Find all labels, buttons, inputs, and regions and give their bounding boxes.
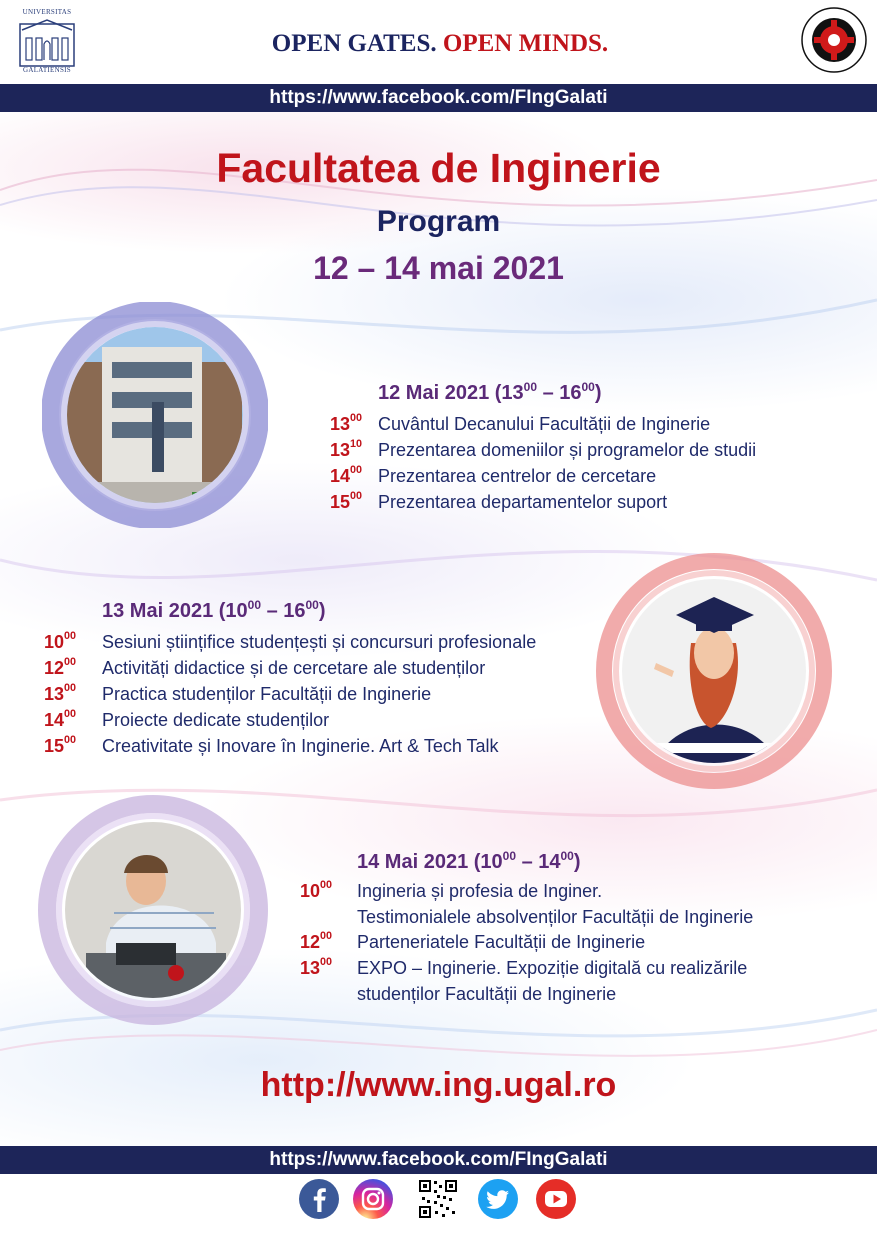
- day-1-heading: 12 Mai 2021 $(13^{00} - 16^{00})$: [378, 379, 602, 404]
- day-2-item-4: Proiecte dedicate studenților: [102, 710, 330, 730]
- facebook-link-bottom[interactable]: https://www.facebook.com/FIngGalati: [0, 1146, 877, 1174]
- day-3-item-1: Ingineria și profesia de Inginer.: [357, 881, 603, 901]
- faculty-logo: [800, 6, 868, 74]
- day-2-item-1: Sesiuni științifice studențești și concursuri profesionale: [102, 632, 537, 652]
- university-logo-top-text: UNIVERSITAS: [22, 8, 72, 16]
- facebook-link-top[interactable]: https://www.facebook.com/FIngGalati: [0, 84, 877, 112]
- day-3-item-3: EXPO – Inginerie. Expoziție digitală cu realizările: [357, 958, 748, 978]
- day-1-time-4: $15^{00}$: [330, 489, 363, 512]
- day-3-item-3-line-2: studenților Facultății de Inginerie: [357, 984, 617, 1004]
- day-2-time-5: $15^{00}$: [44, 733, 77, 756]
- day-1-time-2: $13^{10}$: [330, 437, 363, 460]
- slogan-part-2: OPEN MINDS.: [442, 30, 609, 57]
- day-1-item-1: Cuvântul Decanului Facultății de Inginerie: [378, 414, 711, 434]
- day-2-time-2: $12^{00}$: [44, 655, 77, 678]
- day-1-item-2: Prezentarea domeniilor și programelor de studii: [378, 440, 757, 460]
- day-3-heading: 14 Mai 2021 $(10^{00} - 14^{00})$: [357, 848, 581, 873]
- facebook-icon[interactable]: [298, 1178, 340, 1220]
- website-link[interactable]: http://www.ing.ugal.ro: [260, 1066, 617, 1104]
- day-3-time-2: $12^{00}$: [300, 929, 333, 952]
- day-1-item-4: Prezentarea departamentelor suport: [378, 492, 668, 512]
- day-2-time-1: $10^{00}$: [44, 629, 77, 652]
- day-3-item-1-line-2: Testimonialele absolvenților Facultății de Inginerie: [357, 907, 754, 927]
- day-2-time-3: $13^{00}$: [44, 681, 77, 704]
- engineering-student-photo: [36, 793, 270, 1027]
- youtube-icon[interactable]: [535, 1178, 577, 1220]
- day-1-item-3: Prezentarea centrelor de cercetare: [378, 466, 657, 486]
- twitter-icon[interactable]: [477, 1178, 519, 1220]
- slogan-part-1: OPEN GATES.: [271, 30, 437, 57]
- day-3-item-2: Parteneriatele Facultății de Inginerie: [357, 932, 646, 952]
- day-2-time-4: $14^{00}$: [44, 707, 77, 730]
- program-dates: 12 – 14 mai 2021: [313, 250, 564, 286]
- day-2-item-5: Creativitate și Inovare în Inginerie. Art & Tech Talk: [102, 736, 499, 756]
- university-logo-bottom-text: GALATIENSIS: [22, 66, 72, 74]
- slogan: [180, 30, 700, 58]
- page-title: Facultatea de Inginerie: [216, 145, 661, 191]
- day-3-time-1: $10^{00}$: [300, 878, 333, 901]
- day-2-item-2: Activități didactice și de cercetare ale studenților: [102, 658, 486, 678]
- graduate-student-photo: [596, 553, 832, 789]
- header: [0, 0, 877, 82]
- day-3-time-3: $13^{00}$: [300, 955, 333, 978]
- faculty-building-photo: [42, 302, 268, 528]
- day-1-time-1: $13^{00}$: [330, 411, 363, 434]
- day-2-heading: 13 Mai 2021 $(10^{00} - 16^{00})$: [102, 597, 326, 622]
- qr-code-icon[interactable]: [417, 1178, 459, 1220]
- instagram-icon[interactable]: [352, 1178, 394, 1220]
- day-2-item-3: Practica studenților Facultății de Inginerie: [102, 684, 432, 704]
- day-1-time-3: $14^{00}$: [330, 463, 363, 486]
- program-subtitle: Program: [376, 205, 501, 238]
